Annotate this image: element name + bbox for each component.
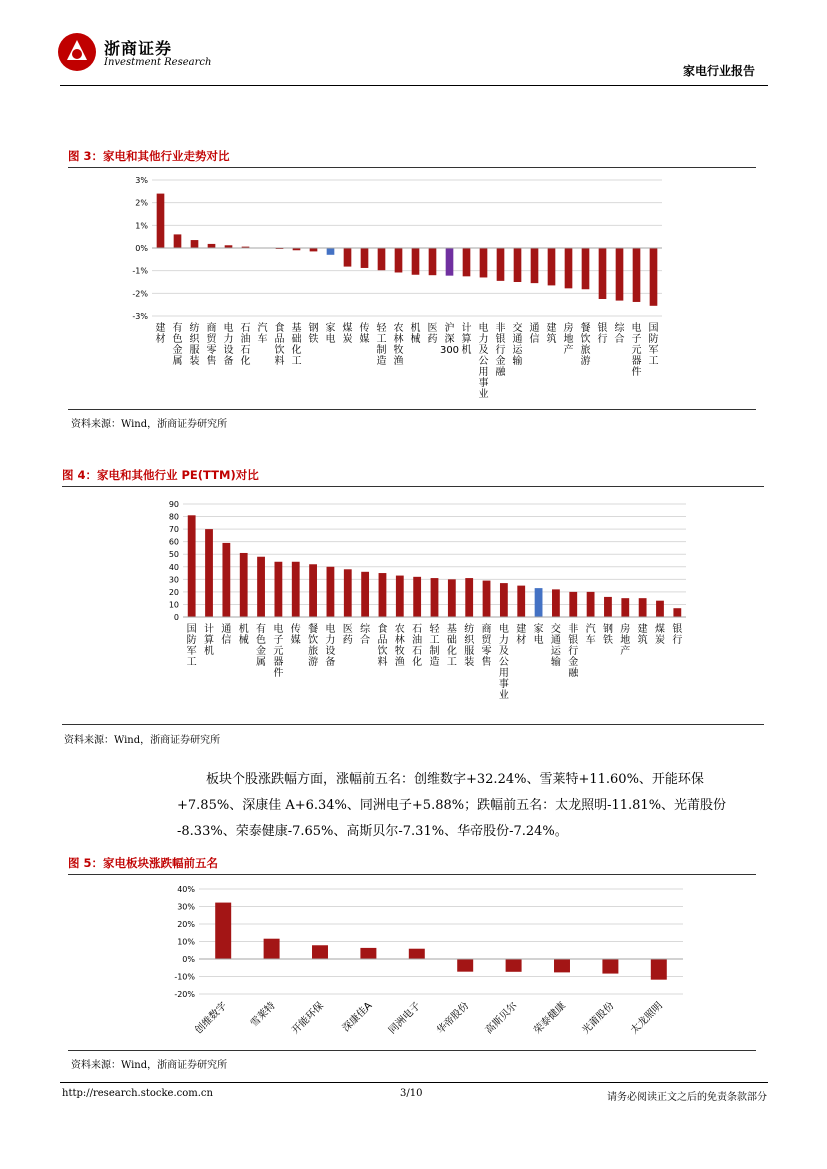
figure5-category-label: 荣泰健康 — [532, 1000, 569, 1037]
figure4-bar — [517, 586, 525, 617]
figure4-y-tick-label: 60 — [168, 537, 179, 547]
figure4-title: 图 4：家电和其他行业 PE(TTM)对比 — [62, 468, 259, 482]
figure4-category-label: 交通运输 — [550, 624, 561, 668]
figure3-category-label: 通信 — [529, 323, 540, 345]
figure3-y-tick-label: 0% — [135, 244, 148, 253]
figure3-category-label: 建筑 — [546, 323, 557, 345]
figure4-bottom-rule — [62, 724, 764, 725]
figure4-y-tick-label: 70 — [168, 525, 179, 535]
figure3-bar — [650, 248, 658, 306]
figure4-bar — [673, 608, 681, 617]
figure5-category-label: 开能环保 — [290, 1000, 327, 1037]
figure3-category-label: 纺织服装 — [189, 323, 200, 367]
figure4-category-label: 农林牧渔 — [394, 624, 405, 668]
figure4-bar — [344, 569, 352, 617]
figure4-bar — [309, 564, 317, 617]
figure3-bottom-rule — [68, 409, 756, 410]
figure3-bar — [531, 248, 539, 283]
figure3-category-label: 房地产 — [563, 323, 574, 356]
figure3-category-label: 石油石化 — [240, 323, 251, 367]
figure4-category-label: 计算机 — [204, 624, 215, 657]
figure3-category-label: 农林牧渔 — [393, 323, 404, 367]
figure5-bar — [409, 949, 425, 959]
figure3-top-rule — [68, 167, 756, 168]
figure4-y-tick-label: 90 — [168, 500, 179, 509]
figure3-y-tick-label: 2% — [135, 198, 148, 208]
figure5-y-tick-label: 30% — [177, 902, 195, 912]
figure3-category-label: 电子元器件 — [631, 323, 642, 378]
figure3-category-label: 食品饮料 — [274, 323, 285, 367]
figure5-category-label: 深康佳A — [340, 1000, 375, 1035]
figure4-y-tick-label: 20 — [168, 587, 179, 597]
figure4-category-label: 餐饮旅游 — [308, 624, 319, 668]
figure3-category-label: 沪深 300 — [439, 323, 460, 356]
figure4-bar — [257, 557, 265, 617]
figure5-category-label: 高斯贝尔 — [483, 1000, 520, 1037]
figure3-bar — [446, 248, 454, 276]
figure3-category-label: 建材 — [155, 323, 166, 345]
figure4-bar — [327, 567, 335, 617]
figure5-category-label: 创维数字 — [193, 1000, 230, 1037]
figure4-category-label: 轻工制造 — [429, 624, 440, 668]
figure4-y-tick-label: 0 — [173, 613, 179, 622]
figure5-bar — [360, 948, 376, 959]
figure4-bar — [639, 598, 647, 617]
figure3-category-label: 计算机 — [461, 323, 472, 356]
figure5-bottom-rule — [68, 1050, 756, 1051]
figure3-y-tick-label: -3% — [132, 312, 148, 321]
figure4-bar — [535, 588, 543, 617]
figure4-category-label: 基础化工 — [446, 624, 457, 668]
figure4-bar — [413, 577, 421, 617]
figure4-bar — [587, 592, 595, 617]
footer-disclaimer: 请务必阅读正文之后的免责条款部分 — [607, 1092, 767, 1103]
figure3-category-label: 机械 — [410, 323, 421, 345]
figure4-category-label: 机械 — [238, 624, 249, 646]
figure4-source: 资料来源：Wind，浙商证券研究所 — [64, 735, 221, 746]
figure5-bar — [602, 959, 618, 974]
figure4-category-label: 钢铁 — [602, 624, 613, 646]
figure5-bar — [457, 959, 473, 972]
figure5-y-tick-label: -20% — [174, 990, 195, 999]
body-paragraph-line-3: -8.33%、荣泰健康-7.65%、高斯贝尔-7.31%、华帝股份-7.24%。 — [177, 824, 568, 839]
figure3-title: 图 3：家电和其他行业走势对比 — [68, 149, 230, 163]
figure4-category-label: 建材 — [516, 624, 527, 646]
figure4-bar — [483, 581, 491, 617]
company-logo-icon — [55, 30, 99, 74]
figure4-category-label: 建筑 — [637, 624, 648, 646]
figure4-bar — [379, 573, 387, 617]
figure5-y-tick-label: 20% — [177, 920, 195, 929]
figure5-bar — [554, 959, 570, 972]
body-paragraph-line-2: +7.85%、深康佳 A+6.34%、同洲电子+5.88%；跌幅前五名：太龙照明-11.81%、光莆股份 — [177, 798, 727, 813]
figure4-bar — [448, 579, 456, 617]
report-type-label: 家电行业报告 — [682, 64, 755, 78]
header-divider — [60, 85, 768, 86]
figure3-bar — [327, 248, 335, 255]
figure4-top-rule — [62, 486, 764, 487]
figure3-category-label: 汽车 — [257, 323, 268, 345]
figure3-category-label: 医药 — [427, 323, 438, 345]
figure5-category-label: 华帝股份 — [435, 1000, 472, 1037]
figure4-category-label: 非银行金融 — [568, 624, 579, 679]
figure3-bar — [191, 240, 199, 248]
figure4-category-label: 医药 — [342, 624, 353, 646]
figure3-category-label: 基础化工 — [291, 323, 302, 367]
figure4-bar — [396, 576, 404, 617]
body-paragraph-line-1: 板块个股涨跌幅方面，涨幅前五名：创维数字+32.24%、雪莱特+11.60%、开能环保 — [206, 772, 704, 787]
figure4-bar — [604, 597, 612, 617]
figure5-bar — [506, 959, 522, 972]
figure3-bar — [633, 248, 641, 302]
figure5-chart — [68, 878, 756, 1048]
figure5-bar — [215, 903, 231, 959]
figure4-y-tick-label: 40 — [168, 562, 179, 572]
figure3-bar — [429, 248, 437, 275]
figure3-category-label: 交通运输 — [512, 323, 523, 367]
figure3-category-label: 家电 — [325, 323, 336, 345]
figure4-bar — [274, 562, 282, 617]
figure4-category-label: 电力设备 — [325, 624, 336, 668]
figure4-category-label: 综合 — [360, 624, 371, 646]
figure3-bar — [616, 248, 624, 301]
figure3-bar — [412, 248, 420, 275]
figure3-category-label: 传媒 — [359, 323, 370, 345]
footer-divider — [60, 1082, 768, 1083]
figure4-category-label: 房地产 — [620, 624, 631, 657]
figure3-category-label: 轻工制造 — [376, 323, 387, 367]
figure4-chart — [62, 492, 764, 717]
figure4-category-label: 煤炭 — [654, 624, 665, 646]
figure3-source: 资料来源：Wind，浙商证券研究所 — [71, 419, 228, 430]
figure3-category-label: 非银行金融 — [495, 323, 506, 378]
figure4-bar — [569, 592, 577, 617]
company-name-en: Investment Research — [104, 57, 212, 68]
figure4-bar — [361, 572, 369, 617]
figure3-category-label: 商贸零售 — [206, 323, 217, 367]
figure4-category-label: 石油石化 — [412, 624, 423, 668]
figure4-bar — [431, 578, 439, 617]
figure5-top-rule — [68, 874, 756, 875]
figure3-y-tick-label: 1% — [135, 221, 148, 231]
figure4-category-label: 食品饮料 — [377, 624, 388, 668]
figure5-bar — [312, 945, 328, 959]
footer-url-link[interactable]: http://research.stocke.com.cn — [62, 1088, 213, 1099]
figure5-y-tick-label: 0% — [182, 955, 195, 964]
figure5-y-tick-label: -10% — [174, 972, 195, 982]
figure4-y-tick-label: 50 — [168, 550, 179, 560]
figure4-category-label: 有色金属 — [256, 624, 267, 668]
figure3-bar — [599, 248, 607, 299]
figure3-bar — [208, 244, 216, 248]
figure5-source: 资料来源：Wind，浙商证券研究所 — [71, 1060, 228, 1071]
figure3-category-label: 有色金属 — [172, 323, 183, 367]
figure3-category-label: 钢铁 — [308, 323, 319, 345]
figure3-bar — [548, 248, 556, 285]
figure3-bar — [344, 248, 352, 267]
figure3-category-label: 综合 — [614, 323, 625, 345]
company-name-cn: 浙商证券 — [104, 39, 173, 58]
figure3-y-tick-label: 3% — [135, 176, 148, 185]
figure3-y-tick-label: -1% — [132, 266, 148, 276]
figure5-y-tick-label: 40% — [177, 885, 195, 894]
figure3-bar — [361, 248, 369, 268]
figure5-bar — [264, 939, 280, 959]
figure4-category-label: 电力及公用事业 — [498, 624, 509, 701]
figure4-bar — [188, 515, 196, 617]
figure3-category-label: 国防军工 — [648, 323, 659, 367]
figure5-title: 图 5：家电板块涨跌幅前五名 — [68, 856, 219, 870]
figure3-bar — [378, 248, 386, 270]
figure5-category-label: 太龙照明 — [628, 1000, 665, 1037]
figure4-bar — [552, 589, 560, 617]
figure4-bar — [465, 578, 473, 617]
figure3-bar — [174, 234, 182, 248]
figure5-category-label: 光莆股份 — [580, 1000, 617, 1037]
figure5-bar — [651, 959, 667, 980]
figure3-bar — [480, 248, 488, 277]
figure4-category-label: 家电 — [533, 624, 544, 646]
figure3-bar — [310, 248, 318, 251]
figure4-bar — [205, 529, 213, 617]
figure4-y-tick-label: 30 — [168, 575, 179, 585]
figure3-category-label: 煤炭 — [342, 323, 353, 345]
figure3-y-tick-label: -2% — [132, 289, 148, 299]
figure4-category-label: 电子元器件 — [273, 624, 284, 679]
figure3-bar — [157, 194, 165, 248]
figure4-category-label: 国防军工 — [186, 624, 197, 668]
figure4-bar — [656, 601, 664, 617]
figure4-y-tick-label: 10 — [168, 600, 179, 610]
figure5-category-label: 雪莱特 — [248, 1000, 278, 1030]
figure4-category-label: 纺织服装 — [464, 624, 475, 668]
figure3-bar — [582, 248, 590, 289]
figure4-category-label: 通信 — [221, 624, 232, 646]
figure4-bar — [240, 553, 248, 617]
page-number: 3/10 — [400, 1088, 423, 1099]
figure3-category-label: 餐饮旅游 — [580, 323, 591, 367]
figure4-category-label: 银行 — [672, 624, 683, 646]
figure5-category-label: 同洲电子 — [386, 1000, 423, 1037]
figure3-bar — [565, 248, 573, 288]
figure4-category-label: 传媒 — [290, 624, 301, 646]
figure4-y-tick-label: 80 — [168, 512, 179, 522]
figure3-bar — [463, 248, 471, 276]
figure3-bar — [497, 248, 505, 281]
figure3-category-label: 银行 — [597, 323, 608, 345]
figure3-category-label: 电力设备 — [223, 323, 234, 367]
figure3-category-label: 电力及公用事业 — [478, 323, 489, 400]
figure3-bar — [514, 248, 522, 282]
figure4-bar — [292, 562, 300, 617]
figure4-bar — [222, 543, 230, 617]
figure3-chart — [68, 170, 756, 408]
figure4-category-label: 汽车 — [585, 624, 596, 646]
figure4-bar — [621, 598, 629, 617]
figure4-bar — [500, 583, 508, 617]
figure5-y-tick-label: 10% — [177, 937, 195, 947]
figure3-bar — [395, 248, 403, 272]
figure4-category-label: 商贸零售 — [481, 624, 492, 668]
